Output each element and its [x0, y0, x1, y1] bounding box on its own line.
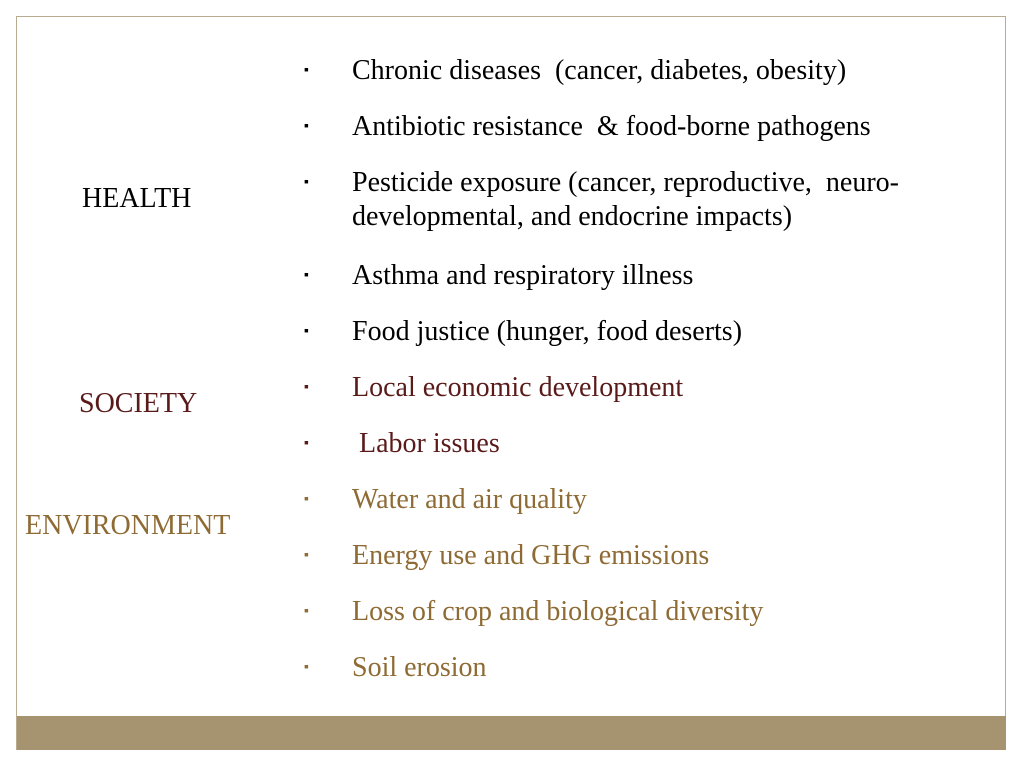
- list-item-text: Asthma and respiratory illness: [352, 260, 694, 291]
- list-item-text: Chronic diseases (cancer, diabetes, obesity): [352, 55, 847, 86]
- list-item-crop-biodiversity-loss: [296, 595, 1016, 629]
- list-item-antibiotic-resistance: [296, 110, 1016, 144]
- bullet-icon: ▪: [304, 324, 309, 339]
- list-item-text: Local economic development: [352, 372, 684, 403]
- bullet-icon: ▪: [304, 268, 309, 283]
- bullet-icon: ▪: [304, 436, 309, 451]
- list-item-text: Energy use and GHG emissions: [352, 540, 710, 571]
- list-item-text: Pesticide exposure (cancer, reproductive, neuro- developmental, and endocrine impacts): [352, 167, 899, 232]
- list-item-text: Food justice (hunger, food deserts): [352, 316, 743, 347]
- bullet-icon: ▪: [304, 492, 309, 507]
- list-item-pesticide-exposure: [296, 166, 1016, 234]
- list-item-soil-erosion: [296, 651, 1016, 685]
- list-item-food-justice: [296, 315, 1016, 349]
- list-item-text: Soil erosion: [352, 652, 487, 683]
- list-item-text: Antibiotic resistance & food-borne pathogens: [352, 111, 871, 142]
- bullet-icon: ▪: [304, 380, 309, 395]
- bullet-icon: ▪: [304, 63, 309, 78]
- category-health: HEALTH: [82, 183, 192, 214]
- bullet-icon: ▪: [304, 660, 309, 675]
- bullet-icon: ▪: [304, 175, 309, 190]
- list-item-text: Labor issues: [352, 428, 500, 459]
- list-item-energy-use: [296, 539, 1016, 573]
- bullet-icon: ▪: [304, 119, 309, 134]
- list-item-labor-issues: [296, 427, 1016, 461]
- list-item-text: Loss of crop and biological diversity: [352, 596, 764, 627]
- list-item-asthma: [296, 259, 1016, 293]
- bullet-icon: ▪: [304, 548, 309, 563]
- footer-bar: [17, 716, 1006, 750]
- list-item-local-economic-development: [296, 371, 1016, 405]
- list-item-water-air-quality: [296, 483, 1016, 517]
- category-society: SOCIETY: [79, 388, 198, 419]
- bullet-icon: ▪: [304, 604, 309, 619]
- list-item-chronic-diseases: [296, 54, 1016, 88]
- list-item-text: Water and air quality: [352, 484, 587, 515]
- category-environment: ENVIRONMENT: [25, 510, 231, 541]
